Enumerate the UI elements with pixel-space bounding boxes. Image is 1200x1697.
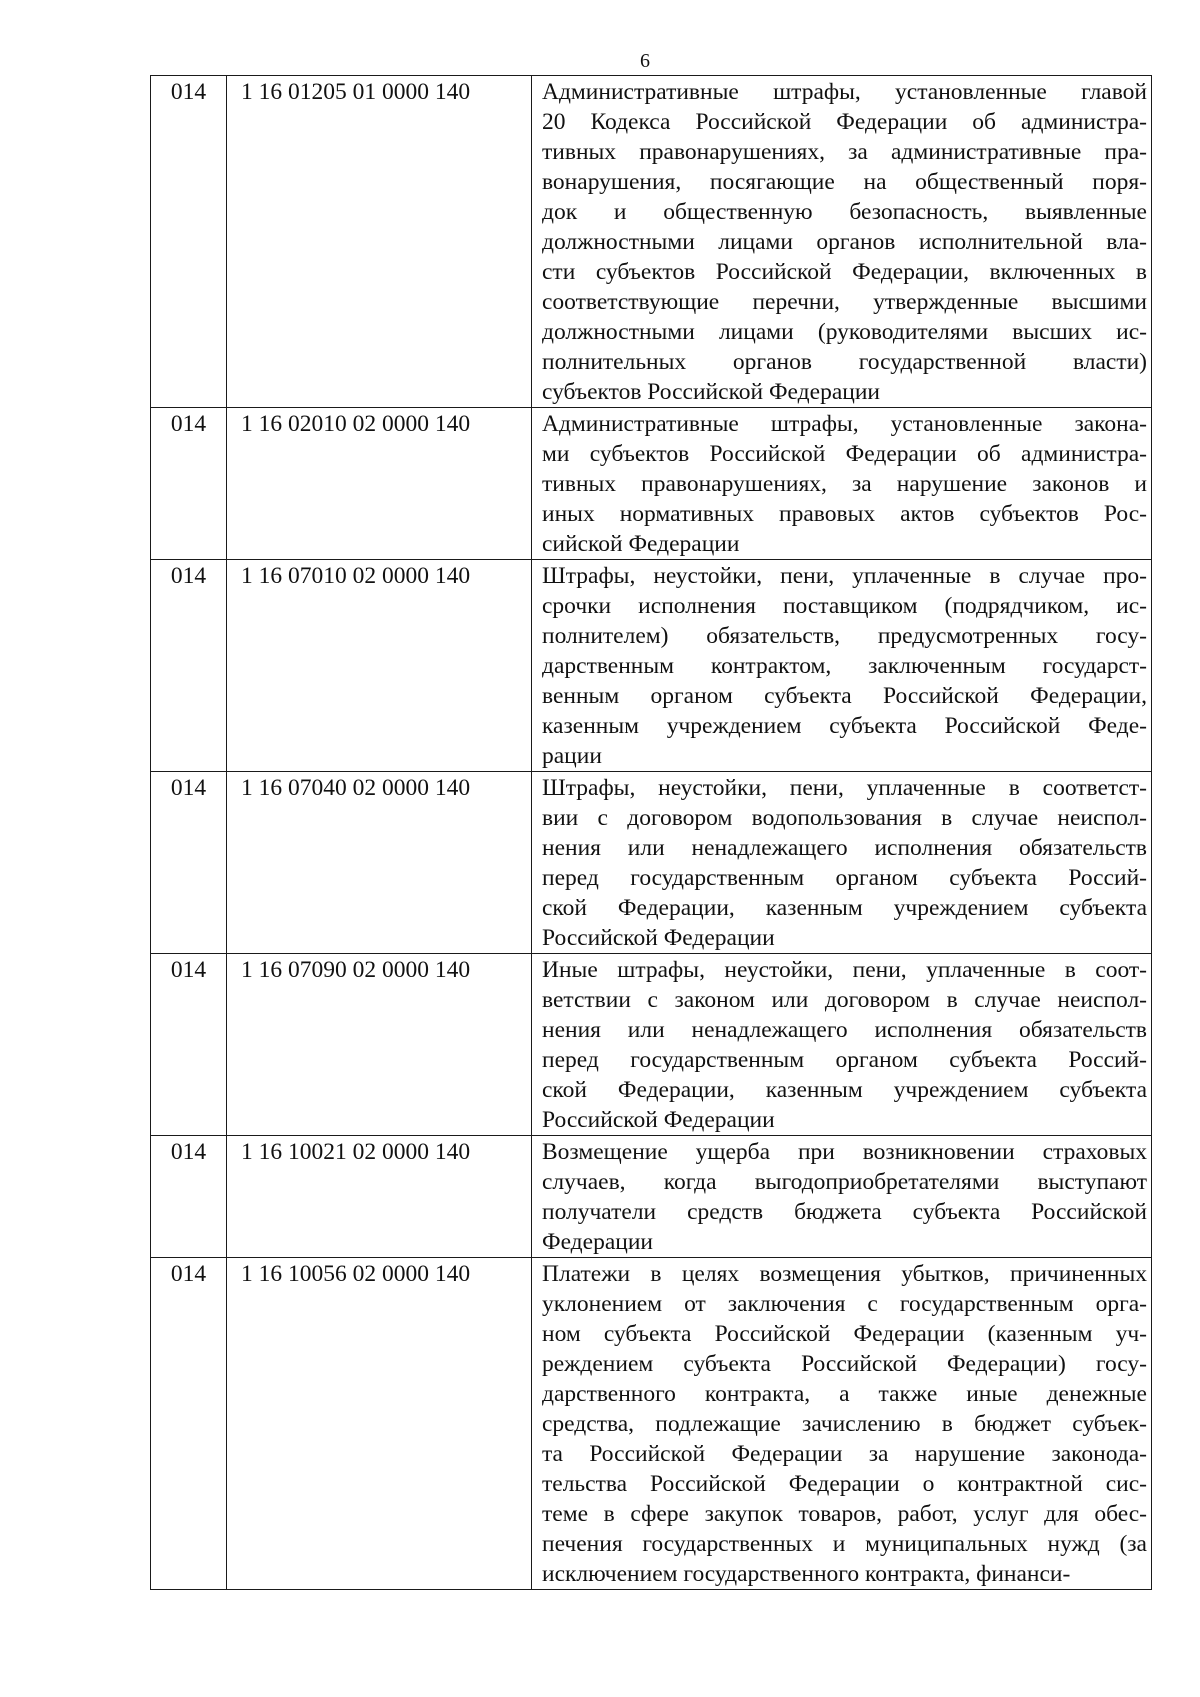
revenue-description-cell xyxy=(532,560,1152,772)
description-line: Российской Федерации xyxy=(542,1107,775,1133)
description-line: полнителем) обязательств, предусмотренных госу- xyxy=(542,623,1147,649)
description-line: ном субъекта Российской Федерации (казенным уч- xyxy=(542,1321,1147,1347)
description-line: получатели средств бюджета субъекта Российской xyxy=(542,1199,1147,1225)
description-line: исключением государственного контракта, финанси- xyxy=(542,1561,1071,1587)
description-line: Административные штрафы, установленные главой xyxy=(542,79,1147,105)
description-line: вонарушения, посягающие на общественный поря- xyxy=(542,169,1147,195)
description-line: Административные штрафы, установленные закона- xyxy=(542,411,1147,437)
description-line: Штрафы, неустойки, пени, уплаченные в случае про- xyxy=(542,563,1147,589)
table-row xyxy=(151,76,1152,408)
description-line: ской Федерации, казенным учреждением субъекта xyxy=(542,895,1147,921)
revenue-description-cell xyxy=(532,76,1152,408)
description-line: уклонением от заключения с государственным орга- xyxy=(542,1291,1147,1317)
revenue-description-cell xyxy=(532,1136,1152,1258)
description-line: сийской Федерации xyxy=(542,531,740,557)
description-line: та Российской Федерации за нарушение законода- xyxy=(542,1441,1147,1467)
budget-classification-code-cell: 1 16 01205 01 0000 140 xyxy=(227,76,532,408)
description-line: должностными лицами (руководителями высших ис- xyxy=(542,319,1147,345)
admin-code-cell: 014 xyxy=(151,772,227,954)
description-line: тельства Российской Федерации о контрактной сис- xyxy=(542,1471,1147,1497)
description-line: соответствующие перечни, утвержденные высшими xyxy=(542,289,1147,315)
description-line: Российской Федерации xyxy=(542,925,775,951)
description-line: Иные штрафы, неустойки, пени, уплаченные в соот- xyxy=(542,957,1147,983)
description-line: тивных правонарушениях, за нарушение законов и xyxy=(542,471,1147,497)
description-line: субъектов Российской Федерации xyxy=(542,379,880,405)
description-line: ской Федерации, казенным учреждением субъекта xyxy=(542,1077,1147,1103)
budget-classification-code-cell: 1 16 10056 02 0000 140 xyxy=(227,1258,532,1590)
budget-classification-code-cell: 1 16 02010 02 0000 140 xyxy=(227,408,532,560)
description-line: док и общественную безопасность, выявленные xyxy=(542,199,1147,225)
budget-classification-code-cell: 1 16 10021 02 0000 140 xyxy=(227,1136,532,1258)
description-line: случаев, когда выгодоприобретателями выступают xyxy=(542,1169,1147,1195)
description-line: реждением субъекта Российской Федерации) госу- xyxy=(542,1351,1147,1377)
table-row xyxy=(151,1136,1152,1258)
description-line: средства, подлежащие зачислению в бюджет субъек- xyxy=(542,1411,1147,1437)
revenue-description-cell xyxy=(532,772,1152,954)
admin-code-cell: 014 xyxy=(151,954,227,1136)
admin-code-cell: 014 xyxy=(151,1258,227,1590)
description-line: тивных правонарушениях, за административные пра- xyxy=(542,139,1147,165)
description-line: рации xyxy=(542,743,602,769)
description-line: перед государственным органом субъекта Россий- xyxy=(542,1047,1147,1073)
description-line: сти субъектов Российской Федерации, включенных в xyxy=(542,259,1147,285)
description-line: нения или ненадлежащего исполнения обязательств xyxy=(542,1017,1147,1043)
budget-classification-code-cell: 1 16 07090 02 0000 140 xyxy=(227,954,532,1136)
description-line: теме в сфере закупок товаров, работ, услуг для обес- xyxy=(542,1501,1147,1527)
description-line: казенным учреждением субъекта Российской Феде- xyxy=(542,713,1147,739)
admin-code-cell: 014 xyxy=(151,1136,227,1258)
description-line: вии с договором водопользования в случае неиспол- xyxy=(542,805,1147,831)
budget-classification-code-cell: 1 16 07010 02 0000 140 xyxy=(227,560,532,772)
budget-codes-table xyxy=(150,75,1152,1590)
table-row xyxy=(151,1258,1152,1590)
table-row xyxy=(151,772,1152,954)
description-line: Возмещение ущерба при возникновении страховых xyxy=(542,1139,1147,1165)
description-line: должностными лицами органов исполнительной вла- xyxy=(542,229,1147,255)
description-line: ветствии с законом или договором в случае неиспол- xyxy=(542,987,1147,1013)
description-line: нения или ненадлежащего исполнения обязательств xyxy=(542,835,1147,861)
admin-code-cell: 014 xyxy=(151,408,227,560)
revenue-description-cell xyxy=(532,1258,1152,1590)
description-line: Платежи в целях возмещения убытков, причиненных xyxy=(542,1261,1147,1287)
description-line: дарственного контракта, а также иные денежные xyxy=(542,1381,1147,1407)
table-row xyxy=(151,408,1152,560)
budget-classification-code-cell: 1 16 07040 02 0000 140 xyxy=(227,772,532,954)
description-line: перед государственным органом субъекта Россий- xyxy=(542,865,1147,891)
description-line: иных нормативных правовых актов субъектов Рос- xyxy=(542,501,1147,527)
table-body xyxy=(151,76,1152,1590)
table-row xyxy=(151,954,1152,1136)
description-line: 20 Кодекса Российской Федерации об администра- xyxy=(542,109,1147,135)
page-number: 6 xyxy=(640,50,650,72)
description-line: срочки исполнения поставщиком (подрядчиком, ис- xyxy=(542,593,1147,619)
description-line: Федерации xyxy=(542,1229,653,1255)
admin-code-cell: 014 xyxy=(151,76,227,408)
description-line: печения государственных и муниципальных нужд (за xyxy=(542,1531,1147,1557)
description-line: венным органом субъекта Российской Федерации, xyxy=(542,683,1147,709)
revenue-description-cell xyxy=(532,954,1152,1136)
description-line: дарственным контрактом, заключенным государст- xyxy=(542,653,1147,679)
description-line: ми субъектов Российской Федерации об администра- xyxy=(542,441,1147,467)
table-row xyxy=(151,560,1152,772)
admin-code-cell: 014 xyxy=(151,560,227,772)
revenue-description-cell xyxy=(532,408,1152,560)
description-line: полнительных органов государственной власти) xyxy=(542,349,1147,375)
description-line: Штрафы, неустойки, пени, уплаченные в соответст- xyxy=(542,775,1147,801)
